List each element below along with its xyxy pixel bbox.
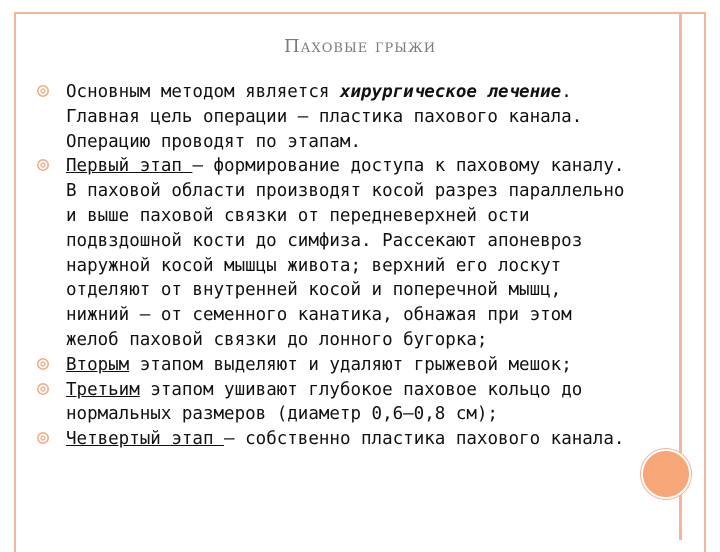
bullet-circle-icon xyxy=(36,431,50,445)
bullet-circle-icon xyxy=(36,357,50,371)
item-step-label: Третьим xyxy=(66,379,140,400)
list-item xyxy=(36,353,626,378)
list-item xyxy=(36,154,626,352)
bullet-circle-icon xyxy=(36,84,50,98)
decorative-circle xyxy=(641,449,691,499)
bullet-circle-icon xyxy=(36,382,50,396)
item-text: Основным методом является xyxy=(66,82,340,102)
bullet-list xyxy=(36,80,626,452)
item-step-label: Четвертый этап xyxy=(66,429,225,450)
list-item xyxy=(36,378,626,428)
item-text: . Главная цель операции — пластика пахового канала. Операцию проводят по этапам. xyxy=(66,82,583,152)
list-item xyxy=(36,80,626,154)
slide-title: Паховые грыжи xyxy=(283,36,437,57)
item-step-label: Первый этап xyxy=(66,156,193,177)
bullet-circle-icon xyxy=(36,158,50,172)
item-emphasis: хирургическое лечение xyxy=(339,82,562,102)
list-item xyxy=(36,427,626,452)
item-step-label: Вторым xyxy=(66,354,130,375)
item-text: этапом ушивают глубокое паховое кольцо до нормальных размеров (диаметр 0,6—0,8 см); xyxy=(66,379,583,425)
item-text: этапом выделяют и удаляют грыжевой мешок; xyxy=(129,354,572,375)
item-text: — формирование доступа к паховому каналу. В паховой области производят косой разрез параллельно и выше паховой связки от передневерхней ости подвздошной кости до симфиза. Рассекают апоневроз наружной косой мышцы живота; верхний его лоскут отделяют от внутренней косой и поперечной мышц, нижний — от семенного канатика, обнажая при этом желоб паховой связки до лонного бугорка; xyxy=(66,156,625,350)
item-text: — собственно пластика пахового канала. xyxy=(224,429,625,450)
